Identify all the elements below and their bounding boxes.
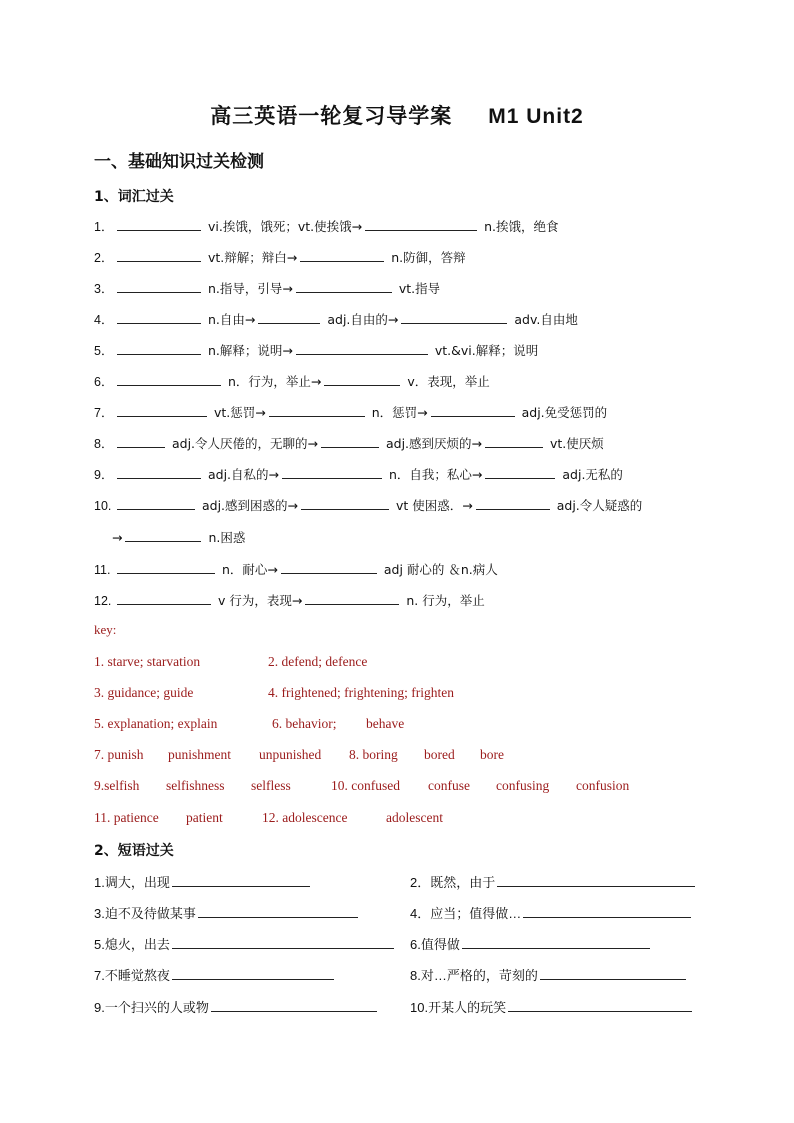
- key-answer: selfishness: [166, 778, 225, 793]
- phrase-prompt: 7.不睡觉熬夜: [94, 968, 170, 983]
- key-label: key:: [94, 622, 117, 637]
- blank-line[interactable]: [485, 467, 555, 479]
- prompt: n．惩罚→: [371, 405, 428, 420]
- key-answer: 3. guidance; guide: [94, 685, 194, 700]
- prompt: n．耐心→: [221, 562, 278, 577]
- key-row: [94, 654, 367, 670]
- key-row: [94, 810, 443, 826]
- blank-line[interactable]: [485, 436, 543, 448]
- item-number: 8．: [94, 437, 114, 451]
- blank-line[interactable]: [211, 999, 377, 1012]
- blank-line[interactable]: [508, 999, 692, 1012]
- unit-label: M1 Unit2: [488, 105, 584, 128]
- key-row: [94, 778, 629, 794]
- blank-line[interactable]: [321, 436, 379, 448]
- blank-line[interactable]: [401, 312, 507, 324]
- prompt: vi.挨饿，饿死；vt.使挨饿→: [207, 219, 363, 234]
- vocab-item: [94, 279, 714, 297]
- phrase-prompt: 2．既然，由于: [410, 875, 496, 890]
- phrase-prompt: 5.熄火，出去: [94, 937, 170, 952]
- blank-line[interactable]: [296, 281, 392, 293]
- vocab-item: [94, 372, 714, 390]
- item-number: 6．: [94, 375, 114, 389]
- item-number: 5．: [94, 344, 114, 358]
- item-number: 9．: [94, 468, 114, 482]
- prompt: n.防御，答辩: [391, 250, 466, 265]
- prompt: vt.辩解；辩白→: [207, 250, 298, 265]
- phrase-item: [410, 872, 698, 891]
- key-row: [94, 716, 404, 732]
- blank-line[interactable]: [117, 498, 195, 510]
- phrase-prompt: 1.调大，出现: [94, 875, 170, 890]
- title-text: 高三英语一轮复习导学案: [210, 104, 453, 128]
- prompt: n.自由→: [207, 312, 256, 327]
- blank-line[interactable]: [305, 593, 399, 605]
- prompt: adj.令人疑惑的: [556, 498, 643, 513]
- key-answer: 12. adolescence: [262, 810, 348, 825]
- phrase-item: [410, 965, 689, 984]
- blank-line[interactable]: [117, 374, 221, 386]
- key-answer: confusing: [496, 778, 550, 793]
- key-answer: 7. punish: [94, 747, 144, 762]
- key-answer: adolescent: [386, 810, 443, 825]
- blank-line[interactable]: [301, 498, 389, 510]
- prompt: vt.指导: [398, 281, 441, 296]
- blank-line[interactable]: [125, 530, 201, 542]
- prompt: n．自我；私心→: [388, 467, 483, 482]
- blank-line[interactable]: [117, 250, 201, 262]
- item-number: 1．: [94, 220, 114, 234]
- blank-line[interactable]: [117, 593, 211, 605]
- blank-line[interactable]: [476, 498, 550, 510]
- key-row: [94, 685, 454, 701]
- prompt: n．行为，举止→: [227, 374, 322, 389]
- blank-line[interactable]: [269, 405, 365, 417]
- prompt: adv.自由地: [514, 312, 578, 327]
- vocab-item: [94, 560, 714, 578]
- section-heading: 一、基础知识过关检测: [94, 152, 264, 172]
- blank-line[interactable]: [172, 967, 334, 980]
- blank-line[interactable]: [282, 467, 382, 479]
- prompt: adj.感到厌烦的→: [385, 436, 482, 451]
- vocab-item: [112, 528, 732, 546]
- phrase-item: [410, 934, 653, 953]
- key-answer: selfless: [251, 778, 291, 793]
- prompt: n.解释；说明→: [207, 343, 293, 358]
- prompt: vt.惩罚→: [213, 405, 266, 420]
- prompt: vt.&vi.解释；说明: [434, 343, 539, 358]
- blank-line[interactable]: [117, 343, 201, 355]
- blank-line[interactable]: [117, 281, 201, 293]
- prompt: adj 耐心的 ＆n.病人: [383, 562, 498, 577]
- prompt: vt 使困惑．→: [395, 498, 473, 513]
- prompt: vt.使厌烦: [549, 436, 604, 451]
- key-answer: 2. defend; defence: [268, 654, 368, 669]
- phrase-prompt: 8.对…严格的，苛刻的: [410, 968, 538, 983]
- prompt: adj.无私的: [562, 467, 623, 482]
- vocab-heading: 1、词汇过关: [94, 189, 174, 205]
- prompt: n.挨饿，绝食: [484, 219, 559, 234]
- key-row: [94, 747, 504, 763]
- blank-line[interactable]: [296, 343, 428, 355]
- blank-line[interactable]: [117, 312, 201, 324]
- blank-line[interactable]: [198, 905, 358, 918]
- key-answer: confusion: [576, 778, 630, 793]
- phrase-item: [94, 934, 397, 953]
- phrase-heading: 2、短语过关: [94, 843, 174, 859]
- blank-line[interactable]: [117, 562, 215, 574]
- blank-line[interactable]: [523, 905, 691, 918]
- phrase-prompt: 6.值得做: [410, 937, 460, 952]
- vocab-item: [94, 341, 714, 359]
- item-number: 7．: [94, 406, 114, 420]
- key-answer: 8. boring: [349, 747, 398, 762]
- key-answer: punishment: [168, 747, 231, 762]
- vocab-item: [94, 591, 714, 609]
- blank-line[interactable]: [117, 405, 207, 417]
- blank-line[interactable]: [172, 936, 394, 949]
- prompt: adj.自由的→: [327, 312, 399, 327]
- prompt: v 行为，表现→: [217, 593, 303, 608]
- prompt: adj.免受惩罚的: [521, 405, 608, 420]
- phrase-item: [94, 872, 313, 891]
- blank-line[interactable]: [300, 250, 384, 262]
- blank-line[interactable]: [117, 219, 201, 231]
- phrase-item: [94, 965, 337, 984]
- item-number: 2．: [94, 251, 114, 265]
- prompt: n.指导，引导→: [207, 281, 293, 296]
- key-answer: 5. explanation; explain: [94, 716, 218, 731]
- phrase-item: [410, 903, 694, 922]
- vocab-item: [94, 217, 714, 235]
- item-number: 11.: [94, 563, 111, 577]
- blank-line[interactable]: [431, 405, 515, 417]
- arrow: →: [112, 530, 123, 545]
- prompt: adj.感到困惑的→: [201, 498, 298, 513]
- phrase-item: [410, 997, 695, 1016]
- vocab-item: [94, 248, 714, 266]
- key-answer: 10. confused: [331, 778, 400, 793]
- prompt: adj.令人厌倦的，无聊的→: [171, 436, 318, 451]
- phrase-prompt: 3.迫不及待做某事: [94, 906, 196, 921]
- phrase-prompt: 10.开某人的玩笑: [410, 1000, 507, 1015]
- key-answer: bore: [480, 747, 504, 762]
- item-number: 10.: [94, 499, 112, 513]
- vocab-item: [94, 496, 714, 514]
- vocab-item: [94, 310, 714, 328]
- key-answer: patient: [186, 810, 223, 825]
- item-number: 12.: [94, 594, 112, 608]
- key-answer: 11. patience: [94, 810, 159, 825]
- vocab-item: [94, 403, 714, 421]
- blank-line[interactable]: [324, 374, 400, 386]
- blank-line[interactable]: [258, 312, 320, 324]
- phrase-prompt: 9.一个扫兴的人或物: [94, 1000, 209, 1015]
- phrase-item: [94, 903, 361, 922]
- blank-line[interactable]: [172, 874, 310, 887]
- prompt: adj.自私的→: [207, 467, 279, 482]
- phrase-item: [94, 997, 380, 1016]
- blank-line[interactable]: [497, 874, 695, 887]
- page-title: [0, 100, 794, 130]
- prompt: n. 行为，举止: [406, 593, 485, 608]
- key-answer: 6. behavior;: [272, 716, 337, 731]
- blank-line[interactable]: [117, 436, 165, 448]
- key-answer: unpunished: [259, 747, 322, 762]
- item-number: 3．: [94, 282, 114, 296]
- blank-line[interactable]: [540, 967, 686, 980]
- blank-line[interactable]: [281, 562, 377, 574]
- key-answer: 9.selfish: [94, 778, 140, 793]
- item-number: 4．: [94, 313, 114, 327]
- key-answer: confuse: [428, 778, 470, 793]
- vocab-item: [94, 434, 714, 452]
- key-answer: 1. starve; starvation: [94, 654, 201, 669]
- prompt: v．表现，举止: [407, 374, 490, 389]
- phrase-prompt: 4．应当；值得做…: [410, 906, 522, 921]
- key-answer: bored: [424, 747, 455, 762]
- blank-line[interactable]: [462, 936, 650, 949]
- blank-line[interactable]: [117, 467, 201, 479]
- key-answer: 4. frightened; frightening; frighten: [268, 685, 454, 700]
- blank-line[interactable]: [365, 219, 477, 231]
- key-answer: behave: [366, 716, 405, 731]
- vocab-item: [94, 465, 714, 483]
- prompt: n.困惑: [208, 530, 246, 545]
